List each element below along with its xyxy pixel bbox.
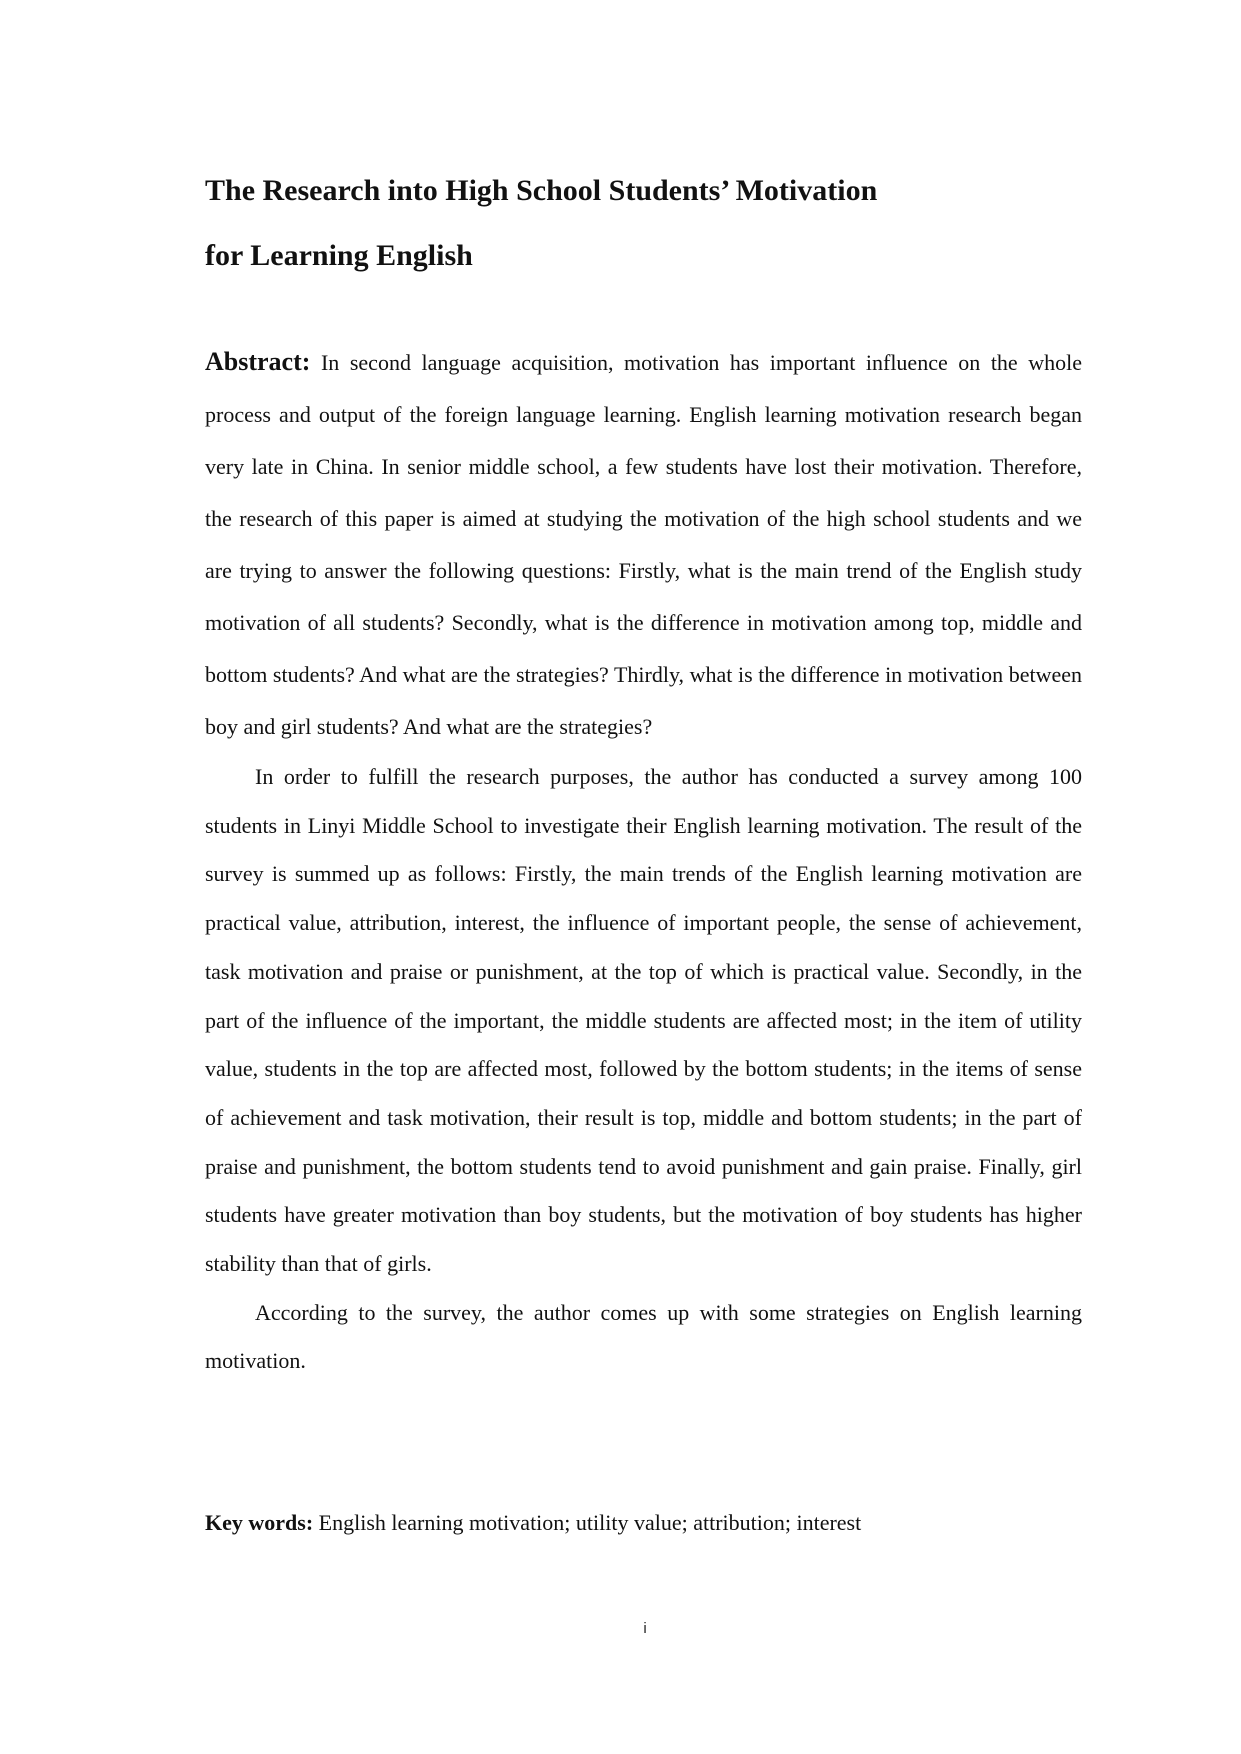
title-line-2: for Learning English xyxy=(205,239,473,272)
keywords-line xyxy=(205,1503,1082,1543)
abstract-paragraph-1-text: In second language acquisition, motivation has important influence on the whole process and output of the foreign language learning. English learning motivation research began very late in China. In senior middle school, a few students have lost their motivation. Therefore, the research of this paper is aimed at studying the motivation of the high school students and we are trying to answer the following questions: Firstly, what is the main trend of the English study motivation of all students? Secondly, what is the difference in motivation among top, middle and bottom students? And what are the strategies? Thirdly, what is the difference in motivation between boy and girl students? And what are the strategies? xyxy=(205,350,1083,739)
abstract-paragraph-1 xyxy=(205,336,1082,753)
paper-title xyxy=(205,158,1105,288)
abstract-section xyxy=(205,336,1082,1386)
abstract-paragraph-3: According to the survey, the author comes up with some strategies on English learning motivation. xyxy=(205,1299,1082,1374)
keywords-text: English learning motivation; utility value; attribution; interest xyxy=(318,1510,862,1535)
keywords-label: Key words: xyxy=(205,1510,314,1535)
title-line-1: The Research into High School Students’ Motivation xyxy=(205,174,878,207)
abstract-label: Abstract: xyxy=(205,347,311,376)
abstract-paragraph-2: In order to fulfill the research purposes, the author has conducted a survey among 100 students in Linyi Middle School to investigate their English learning motivation. The result of the survey is summed up as follows: Firstly, the main trends of the English learning motivation are practical value, attribution, interest, the influence of important people, the sense of achievement, task motivation and praise or punishment, at the top of which is practical value. Secondly, in the part of the influence of the important, the middle students are affected most; in the item of utility value, students in the top are affected most, followed by the bottom students; in the items of sense of achievement and task motivation, their result is top, middle and bottom students; in the part of praise and punishment, the bottom students tend to avoid punishment and gain praise. Finally, girl students have greater motivation than boy students, but the motivation of boy students has higher stability than that of girls. xyxy=(205,764,1082,1277)
page-number: i xyxy=(643,1620,647,1637)
